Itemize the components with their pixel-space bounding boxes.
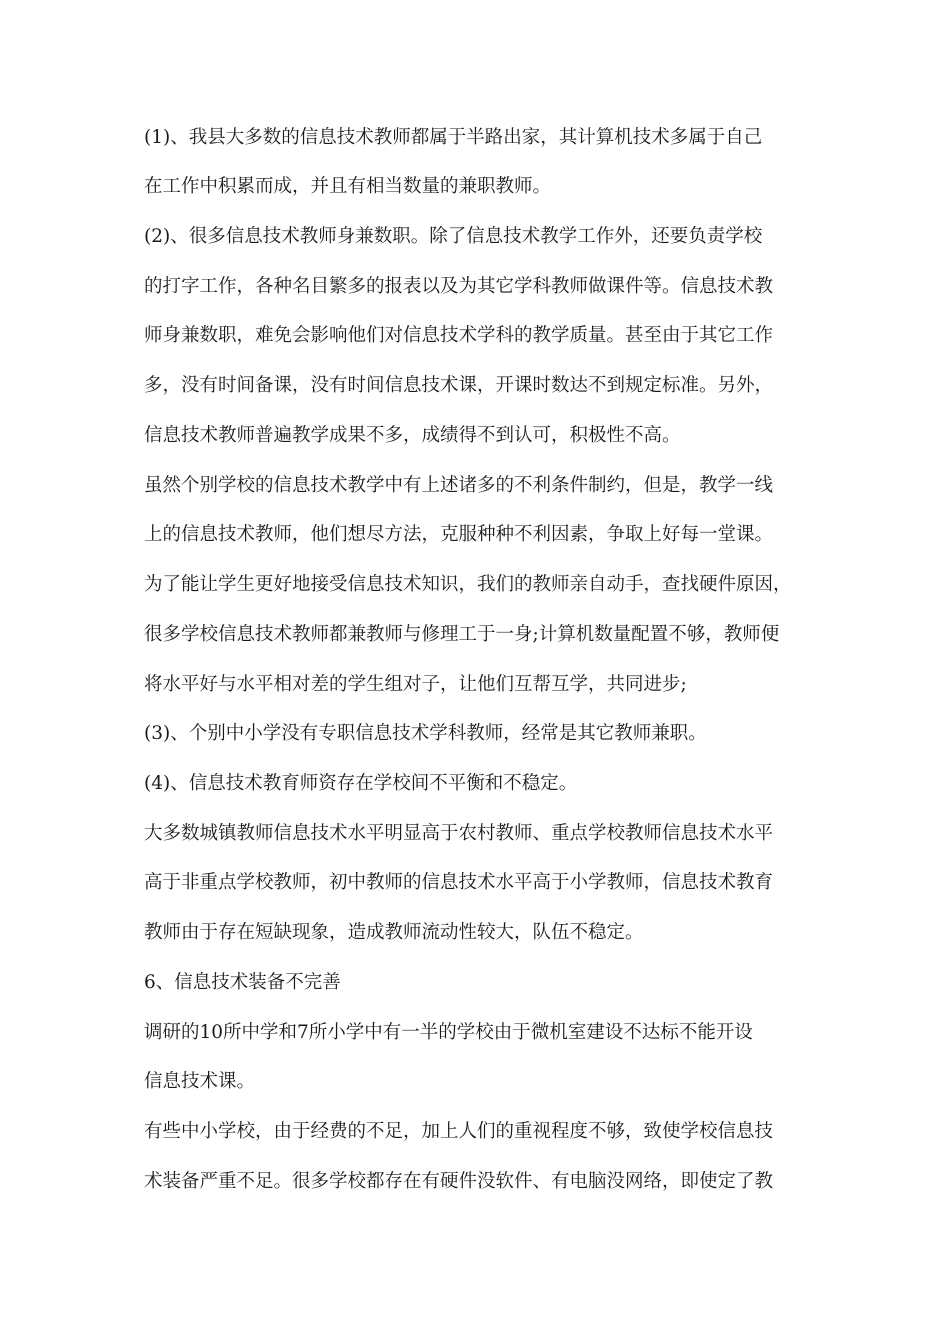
text-line: 很多学校信息技术教师都兼教师与修理工于一身;计算机数量配置不够，教师便 [144,624,780,645]
text-line: 信息技术教师普遍教学成果不多，成绩得不到认可，积极性不高。 [144,425,681,446]
text-line: 大多数城镇教师信息技术水平明显高于农村教师、重点学校教师信息技术水平 [144,823,774,844]
text-line: 术装备严重不足。很多学校都存在有硬件没软件、有电脑没网络，即使定了教 [144,1171,774,1192]
text-line: 信息技术课。 [144,1071,256,1092]
text-line: 为了能让学生更好地接受信息技术知识，我们的教师亲自动手，查找硬件原因， [144,574,792,595]
text-line: (2)、很多信息技术教师身兼数职。除了信息技术教学工作外，还要负责学校 [144,226,763,247]
text-line: 将水平好与水平相对差的学生组对子，让他们互帮互学，共同进步; [144,674,687,695]
text-line: (3)、个别中小学没有专职信息技术学科教师，经常是其它教师兼职。 [144,723,707,744]
text-line: 有些中小学校，由于经费的不足，加上人们的重视程度不够，致使学校信息技 [144,1121,774,1142]
text-line: (1)、我县大多数的信息技术教师都属于半路出家，其计算机技术多属于自己 [144,127,763,148]
text-line: 的打字工作，各种名目繁多的报表以及为其它学科教师做课件等。信息技术教 [144,276,774,297]
text-line: 师身兼数职，难免会影响他们对信息技术学科的教学质量。甚至由于其它工作 [144,325,774,346]
text-line: 虽然个别学校的信息技术教学中有上述诸多的不利条件制约，但是，教学一线 [144,475,774,496]
section-heading: 6、信息技术装备不完善 [144,972,341,993]
text-line: 调研的10所中学和7所小学中有一半的学校由于微机室建设不达标不能开设 [144,1022,753,1043]
text-line: 在工作中积累而成，并且有相当数量的兼职教师。 [144,176,552,197]
text-line: 多，没有时间备课，没有时间信息技术课，开课时数达不到规定标准。另外， [144,375,774,396]
text-line: (4)、信息技术教育师资存在学校间不平衡和不稳定。 [144,773,578,794]
text-line: 上的信息技术教师，他们想尽方法，克服种种不利因素，争取上好每一堂课。 [144,524,774,545]
text-line: 高于非重点学校教师，初中教师的信息技术水平高于小学教师，信息技术教育 [144,872,774,893]
text-line: 教师由于存在短缺现象，造成教师流动性较大，队伍不稳定。 [144,922,644,943]
